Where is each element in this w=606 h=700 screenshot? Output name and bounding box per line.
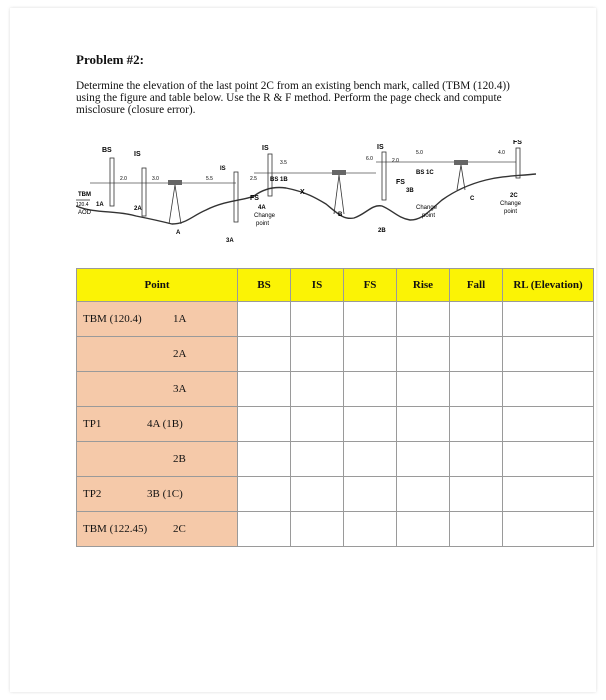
header-bs: BS: [238, 269, 291, 302]
label-bs: BS: [102, 147, 112, 154]
reading-5: 3.5: [280, 160, 287, 166]
point-right-label: 2C: [173, 523, 186, 535]
level-instrument-2: [332, 170, 346, 214]
fall-cell[interactable]: [450, 407, 503, 442]
label-tbm-value: 120.4: [76, 202, 89, 208]
staff-fs: [516, 148, 520, 178]
fs-cell[interactable]: [344, 512, 397, 547]
reading-2: 3.0: [152, 176, 159, 182]
fall-cell[interactable]: [450, 372, 503, 407]
label-is-2: IS: [220, 166, 226, 172]
label-bs-1b: BS 1B: [270, 177, 288, 183]
label-a: A: [176, 230, 181, 236]
header-rl: RL (Elevation): [503, 269, 594, 302]
point-cell: [77, 337, 238, 372]
level-instrument-1: [168, 180, 182, 224]
ground-profile: [76, 174, 536, 224]
label-fs-1: FS: [250, 195, 259, 202]
label-3b: 3B: [406, 188, 414, 194]
rise-cell[interactable]: [397, 407, 450, 442]
point-left-label: TBM (122.45): [83, 523, 148, 535]
label-x: X: [300, 189, 305, 196]
fs-cell[interactable]: [344, 302, 397, 337]
fall-cell[interactable]: [450, 302, 503, 337]
bs-cell[interactable]: [238, 407, 291, 442]
is-cell[interactable]: [291, 372, 344, 407]
leveling-diagram: [76, 140, 536, 250]
bs-cell[interactable]: [238, 372, 291, 407]
label-point-3: point: [504, 209, 518, 215]
bs-cell[interactable]: [238, 442, 291, 477]
reading-9: 4.0: [498, 150, 505, 156]
fs-cell[interactable]: [344, 372, 397, 407]
point-right-label: 2B: [173, 453, 186, 465]
label-2b: 2B: [378, 228, 386, 234]
reading-6: 6.0: [366, 156, 373, 162]
point-cell: [77, 477, 238, 512]
rl-cell[interactable]: [503, 512, 594, 547]
header-fs: FS: [344, 269, 397, 302]
fs-cell[interactable]: [344, 407, 397, 442]
point-left-label: TP2: [83, 488, 102, 500]
label-2c: 2C: [510, 193, 518, 199]
rl-cell[interactable]: [503, 372, 594, 407]
fall-cell[interactable]: [450, 512, 503, 547]
reading-8: 5.0: [416, 150, 423, 156]
rl-cell[interactable]: [503, 442, 594, 477]
header-point: Point: [77, 269, 238, 302]
point-left-label: TP1: [83, 418, 102, 430]
label-b: B: [338, 212, 343, 218]
label-change-2: Change: [416, 205, 438, 211]
point-cell: [77, 512, 238, 547]
label-change-3: Change: [500, 201, 522, 207]
bs-cell[interactable]: [238, 302, 291, 337]
point-right-label: 3A: [173, 383, 187, 395]
fs-cell[interactable]: [344, 337, 397, 372]
fall-cell[interactable]: [450, 337, 503, 372]
rise-cell[interactable]: [397, 302, 450, 337]
staff-is-4: [382, 152, 386, 200]
leveling-figure: [76, 140, 536, 250]
label-fs-2: FS: [396, 179, 405, 186]
rl-cell[interactable]: [503, 477, 594, 512]
staff-is-2: [234, 172, 238, 222]
label-tbm: TBM: [78, 192, 91, 198]
label-point-2: point: [422, 213, 436, 219]
rise-cell[interactable]: [397, 512, 450, 547]
label-c: C: [470, 196, 475, 202]
header-is: IS: [291, 269, 344, 302]
point-cell: [77, 372, 238, 407]
rl-cell[interactable]: [503, 302, 594, 337]
point-right-label: 2A: [173, 348, 187, 360]
point-right-label: 4A (1B): [147, 418, 183, 430]
leveling-table: [76, 268, 594, 547]
rise-cell[interactable]: [397, 477, 450, 512]
is-cell[interactable]: [291, 302, 344, 337]
label-3a: 3A: [226, 238, 234, 244]
label-4a: 4A: [258, 205, 266, 211]
reading-4: 2.5: [250, 176, 257, 182]
table-row: [77, 477, 594, 512]
rise-cell[interactable]: [397, 372, 450, 407]
reading-3: 5.5: [206, 176, 213, 182]
label-is-3: IS: [262, 145, 269, 152]
problem-description: Determine the elevation of the last point 2C from an existing bench mark, called (TBM (120.4)) using the figure and table below. Use the R & F method. Perform the page check and compute misclosure (closure error).: [76, 80, 510, 116]
level-instrument-3: [454, 160, 468, 190]
label-1a: 1A: [96, 202, 104, 208]
table-row: [77, 512, 594, 547]
fall-cell[interactable]: [450, 442, 503, 477]
is-cell[interactable]: [291, 442, 344, 477]
rl-cell[interactable]: [503, 337, 594, 372]
label-bs-1c: BS 1C: [416, 170, 434, 176]
problem-title: Problem #2:: [76, 52, 144, 67]
point-left-label: TBM (120.4): [83, 313, 142, 325]
header-fall: Fall: [450, 269, 503, 302]
label-point-1: point: [256, 221, 270, 227]
label-is-4: IS: [377, 144, 384, 151]
table-header-row: [77, 269, 594, 302]
is-cell[interactable]: [291, 512, 344, 547]
point-cell: [77, 442, 238, 477]
label-aod: AOD: [78, 210, 92, 216]
table-row: [77, 302, 594, 337]
table-row: [77, 442, 594, 477]
point-right-label: 3B (1C): [147, 488, 183, 500]
bs-cell[interactable]: [238, 337, 291, 372]
label-fs-end: FS: [513, 140, 522, 146]
fs-cell[interactable]: [344, 477, 397, 512]
rise-cell[interactable]: [397, 337, 450, 372]
is-cell[interactable]: [291, 407, 344, 442]
rise-cell[interactable]: [397, 442, 450, 477]
fall-cell[interactable]: [450, 477, 503, 512]
point-cell: [77, 407, 238, 442]
fs-cell[interactable]: [344, 442, 397, 477]
point-cell: [77, 302, 238, 337]
bs-cell[interactable]: [238, 512, 291, 547]
staff-is-3: [268, 154, 272, 196]
label-is-1: IS: [134, 151, 141, 158]
table-row: [77, 372, 594, 407]
is-cell[interactable]: [291, 477, 344, 512]
table-row: [77, 337, 594, 372]
reading-7: 2.0: [392, 158, 399, 164]
bs-cell[interactable]: [238, 477, 291, 512]
point-right-label: 1A: [173, 313, 187, 325]
rl-cell[interactable]: [503, 407, 594, 442]
header-rise: Rise: [397, 269, 450, 302]
staff-bs: [110, 158, 114, 206]
label-2a: 2A: [134, 206, 142, 212]
is-cell[interactable]: [291, 337, 344, 372]
reading-1: 2.0: [120, 176, 127, 182]
staff-is-1: [142, 168, 146, 216]
table-row: [77, 407, 594, 442]
label-change-1: Change: [254, 213, 276, 219]
